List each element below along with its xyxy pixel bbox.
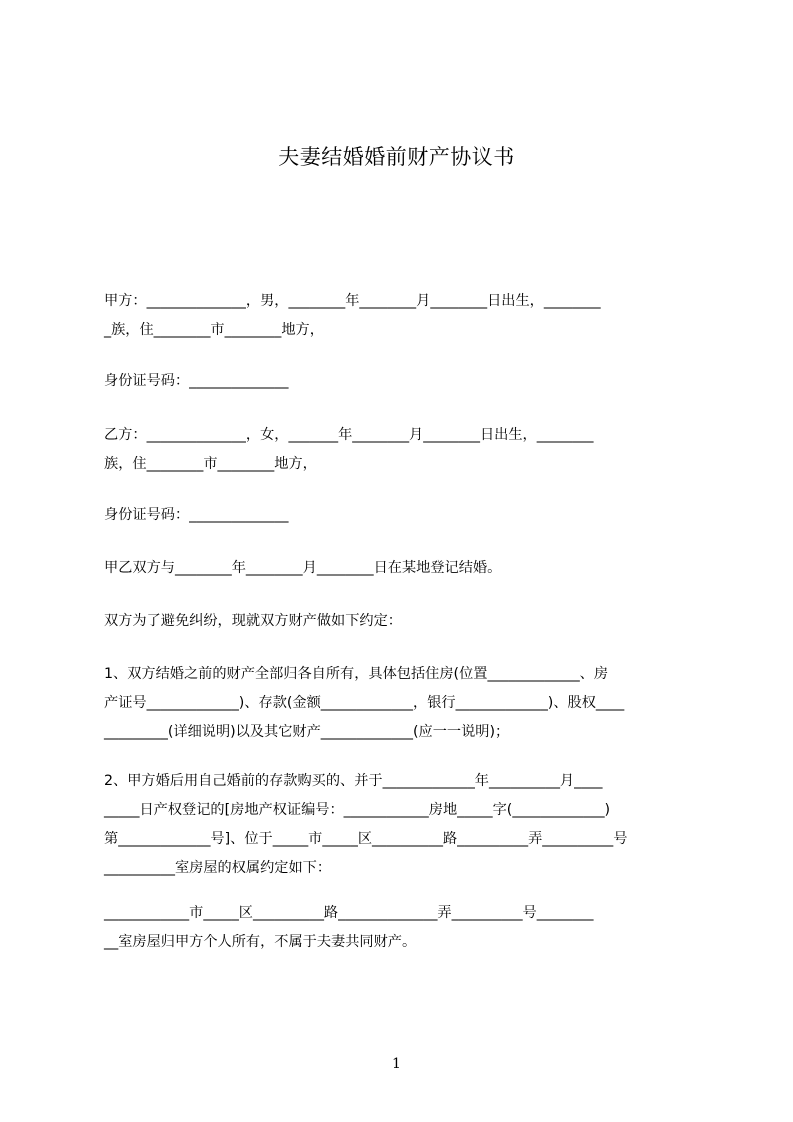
property-ownership-line-2: __室房屋归甲方个人所有，不属于夫妻共同财产。 bbox=[104, 934, 417, 950]
party-b-id-paragraph bbox=[104, 501, 704, 530]
party-a-paragraph bbox=[104, 287, 704, 345]
clause-1-line-1: 1、双方结婚之前的财产全部归各自所有，具体包括住房(位置_____________、房 bbox=[104, 666, 609, 682]
clause-2-line-2: _____日产权登记的[房地产权证编号：____________房地_____字(_____________) bbox=[104, 802, 611, 818]
party-b-line-2: 族，住________市________地方， bbox=[104, 456, 317, 472]
party-a-line-1: 甲方：______________，男，________年________月________日出生，________ bbox=[104, 293, 601, 309]
party-a-line-2: _族，住________市________地方， bbox=[104, 322, 324, 338]
clause-2-line-3: 第_____________号]、位于_____市_____区__________路__________弄__________号 bbox=[104, 831, 628, 847]
party-b-line-1: 乙方：______________，女，_______年________月________日出生，________ bbox=[104, 427, 594, 443]
property-ownership-paragraph bbox=[104, 899, 704, 957]
clause-2-line-1: 2、甲方婚后用自己婚前的存款购买的、并于_____________年__________月____ bbox=[104, 773, 603, 789]
page-number: 1 bbox=[392, 1056, 401, 1072]
marriage-registration-paragraph bbox=[104, 554, 704, 583]
intro-paragraph bbox=[104, 607, 704, 636]
party-a-id-line: 身份证号码：______________ bbox=[104, 373, 289, 389]
marriage-registration-line: 甲乙双方与________年________月________日在某地登记结婚。 bbox=[104, 560, 502, 576]
clause-1-line-3: _________(详细说明)以及其它财产_____________(应一一说明)； bbox=[104, 724, 510, 740]
clause-1-line-2: 产证号_____________)、存款(金额_____________，银行_____________)、股权____ bbox=[104, 695, 625, 711]
property-ownership-line-1: ____________市_____区__________路______________弄__________号________ bbox=[104, 905, 594, 921]
party-b-paragraph bbox=[104, 421, 704, 479]
clause-2-paragraph bbox=[104, 767, 704, 883]
intro-line: 双方为了避免纠纷，现就双方财产做如下约定： bbox=[104, 613, 402, 629]
clause-2-line-4: __________室房屋的权属约定如下： bbox=[104, 860, 332, 876]
party-b-id-line: 身份证号码：______________ bbox=[104, 507, 289, 523]
document-title: 夫妻结婚婚前财产协议书 bbox=[278, 145, 515, 169]
clause-1-paragraph bbox=[104, 660, 704, 747]
party-a-id-paragraph bbox=[104, 367, 704, 396]
